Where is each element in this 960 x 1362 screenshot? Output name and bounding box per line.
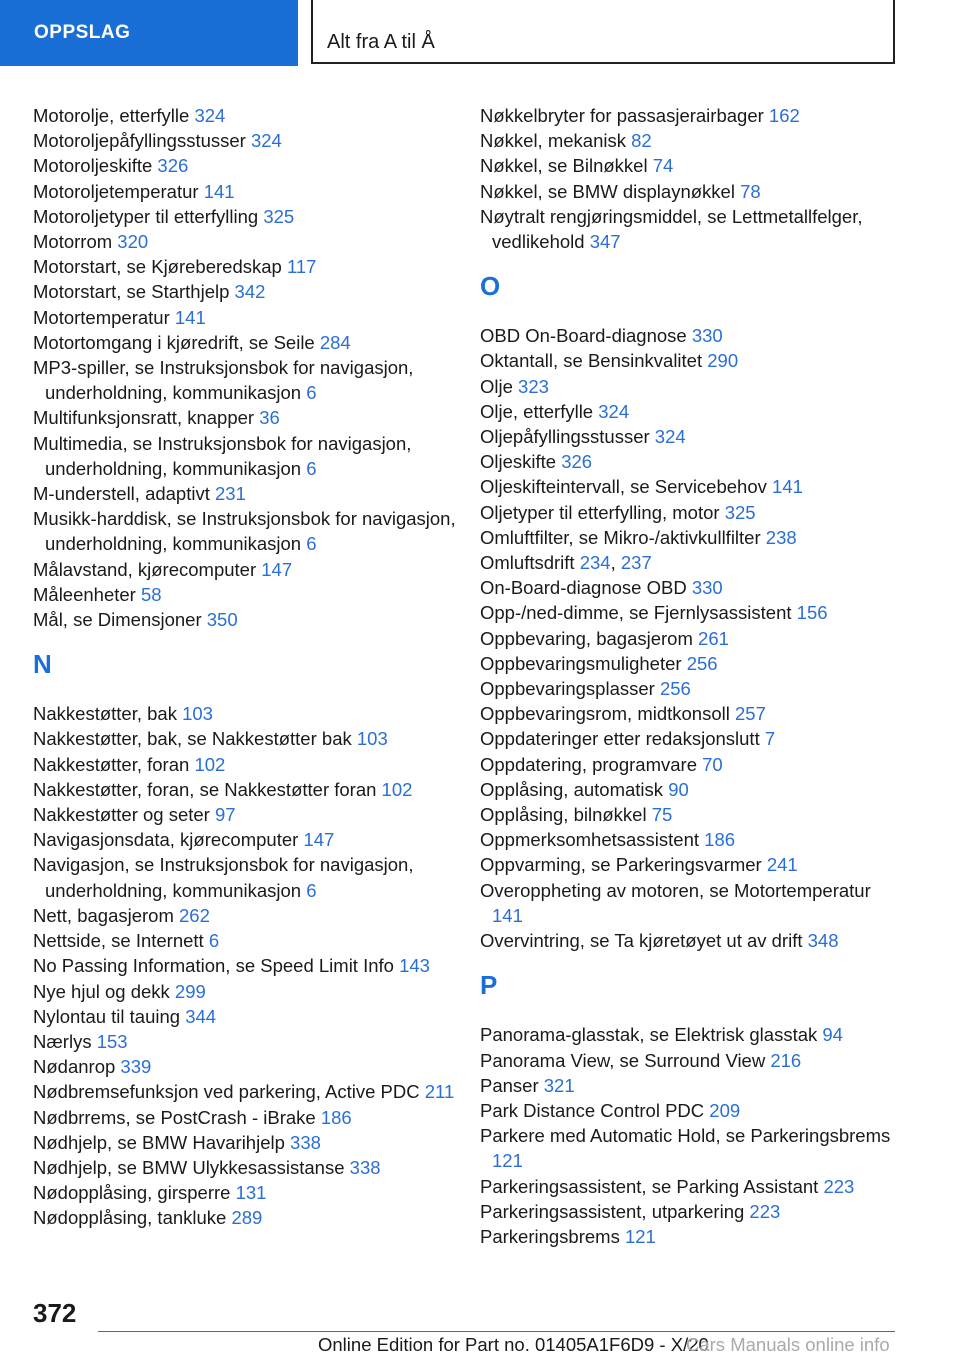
index-entry <box>33 1155 463 1180</box>
index-entry-text: Oppbevaringsplasser <box>480 678 660 700</box>
index-entry-text: Nettside, se Internett <box>33 930 209 952</box>
index-entry <box>480 1123 900 1173</box>
page-reference-link[interactable]: 261 <box>698 627 729 649</box>
index-column-left <box>33 103 463 1231</box>
index-entry-text: Nett, bagasjerom <box>33 904 180 926</box>
index-column-right <box>480 103 900 1249</box>
index-entry <box>33 179 463 204</box>
page-reference-link[interactable]: 97 <box>214 804 236 826</box>
index-entry-text: Nakkestøtter, bak, se Nakkestøtter bak <box>33 728 357 750</box>
page-reference-link[interactable]: 350 <box>206 609 238 631</box>
page-reference-link[interactable]: 338 <box>349 1156 381 1178</box>
index-entry <box>33 777 463 802</box>
index-entry-text: Multimedia, se Instruksjonsbok for navigasjon, underholdning, kommunikasjon <box>33 432 412 479</box>
page-reference-link[interactable]: 223 <box>749 1200 781 1222</box>
index-entry <box>33 979 463 1004</box>
index-entry <box>480 1048 900 1073</box>
index-entry-text: Oppdateringer etter redaksjonslutt <box>480 728 765 750</box>
page-reference-link[interactable]: 36 <box>259 407 280 429</box>
index-entry <box>480 449 900 474</box>
index-entry <box>33 229 463 254</box>
page-reference-link[interactable]: 256 <box>686 652 718 674</box>
index-entry-text: Nakkestøtter, foran, se Nakkestøtter foran <box>33 778 382 800</box>
index-entry <box>33 582 463 607</box>
index-entry-text: Nødopplåsing, girsperre <box>33 1182 236 1204</box>
page-reference-link[interactable]: 186 <box>704 829 736 851</box>
index-entry-text: Oppvarming, se Parkeringsvarmer <box>480 854 767 876</box>
index-entry <box>33 827 463 852</box>
page-reference-link[interactable]: 211 <box>424 1081 455 1103</box>
page-reference-link[interactable]: 74 <box>652 155 674 177</box>
index-entry <box>480 153 900 178</box>
index-entry-text: Panorama View, se Surround View <box>480 1049 771 1071</box>
page-reference-link[interactable]: 262 <box>179 904 210 926</box>
index-entry <box>480 777 900 802</box>
index-entry <box>480 827 900 852</box>
page-reference-link[interactable]: 344 <box>185 1005 217 1027</box>
index-entry <box>480 752 900 777</box>
page-reference-link[interactable]: 320 <box>117 231 149 253</box>
index-entry-text: Oljeskifte <box>480 451 562 473</box>
page-reference-link[interactable]: 121 <box>624 1225 656 1247</box>
index-entry-text: Måleenheter <box>33 583 141 605</box>
index-entry-text: Navigasjon, se Instruksjonsbok for navigasjon, underholdning, kommunikasjon <box>33 854 414 901</box>
index-entry-text: Nødopplåsing, tankluke <box>33 1207 232 1229</box>
index-entry <box>480 323 900 348</box>
index-entry <box>33 1205 463 1230</box>
index-entry <box>33 607 463 632</box>
index-entry-text: Navigasjonsdata, kjørecomputer <box>33 829 304 851</box>
index-entry <box>33 903 463 928</box>
page-reference-link[interactable]: 103 <box>182 703 213 725</box>
index-entry <box>480 852 900 877</box>
index-entry <box>480 424 900 449</box>
index-entry-text: Motorrom <box>33 231 118 253</box>
index-entry-text: Opp-/ned-dimme, se Fjernlysassistent <box>480 602 797 624</box>
index-entry-text: Mål, se Dimensjoner <box>33 609 207 631</box>
index-entry <box>480 128 900 153</box>
index-entry-text: Olje, etterfylle <box>480 400 599 422</box>
index-entry-text: Omluftfilter, se Mikro-/aktivkullfilter <box>480 526 766 548</box>
page-reference-link[interactable]: 209 <box>709 1099 741 1121</box>
page-reference-link[interactable]: 121 <box>492 1150 523 1172</box>
index-entry <box>480 878 900 928</box>
page-reference-link[interactable]: 330 <box>691 325 723 347</box>
page-reference-link[interactable]: 102 <box>194 753 226 775</box>
footer-watermark: Cars Manuals online info <box>686 1334 890 1355</box>
footer-rule <box>98 1331 895 1332</box>
index-entry-text: Nærlys <box>33 1030 97 1052</box>
index-entry-text: Nakkestøtter og seter <box>33 804 215 826</box>
index-entry-text: Parkeringsassistent, se Parking Assistant <box>480 1175 824 1197</box>
index-entry-text: Nødbrrems, se PostCrash - iBrake <box>33 1106 321 1128</box>
index-entry <box>33 752 463 777</box>
index-entry-text: Oppbevaring, bagasjerom <box>480 627 699 649</box>
index-entry-text: Motoroljepåfyllingsstusser <box>33 130 251 152</box>
index-entry-text: Opplåsing, bilnøkkel <box>480 804 652 826</box>
index-entry <box>33 128 463 153</box>
page-reference-link[interactable]: 78 <box>740 180 761 202</box>
index-entry-text: Oppmerksomhetsassistent <box>480 829 705 851</box>
index-entry-text: Oppdatering, programvare <box>480 753 703 775</box>
index-entry <box>33 330 463 355</box>
page-reference-link[interactable]: 324 <box>250 130 282 152</box>
page-reference-link[interactable]: 58 <box>140 583 162 605</box>
page-reference-link[interactable]: 82 <box>631 130 652 152</box>
index-entry-text: Målavstand, kjørecomputer <box>33 558 262 580</box>
page-reference-link[interactable]: 299 <box>174 980 206 1002</box>
index-entry-text: Overoppheting av motoren, se Motortemperatur <box>480 879 871 901</box>
index-entry <box>33 557 463 582</box>
index-entry <box>480 575 900 600</box>
index-entry <box>480 399 900 424</box>
index-entry <box>33 928 463 953</box>
index-entry <box>480 701 900 726</box>
page-reference-link[interactable]: 153 <box>96 1030 128 1052</box>
index-entry: Omluftsdrift 234, 237 <box>480 552 652 574</box>
index-entry-text: Nye hjul og dekk <box>33 980 175 1002</box>
page-reference-link[interactable]: 339 <box>120 1056 152 1078</box>
index-entry <box>33 254 463 279</box>
page-reference-link[interactable]: 256 <box>659 678 691 700</box>
page-reference-link[interactable]: 141 <box>772 476 803 498</box>
page-reference-link[interactable]: 6 <box>306 382 317 404</box>
index-entry-text: Omluftsdrift <box>480 552 580 574</box>
index-entry-text: Panser <box>480 1074 544 1096</box>
index-entry-text: Nøkkel, se BMW displaynøkkel <box>480 180 741 202</box>
index-entry-text: Olje <box>480 375 519 397</box>
index-entry <box>480 928 900 953</box>
index-letter-heading: O <box>480 271 501 302</box>
page-reference-link[interactable]: 325 <box>724 501 756 523</box>
page-reference-link[interactable]: 103 <box>356 728 388 750</box>
index-entry-text: OBD On-Board-diagnose <box>480 325 692 347</box>
page-reference-link[interactable]: 186 <box>320 1106 352 1128</box>
page-reference-link[interactable]: 324 <box>598 400 630 422</box>
page-reference-link[interactable]: 6 <box>306 457 317 479</box>
index-entry-text: Motorstart, se Kjøreberedskap <box>33 256 287 278</box>
index-entry-text: Panorama-glasstak, se Elektrisk glasstak <box>480 1024 823 1046</box>
page-reference-link[interactable]: 257 <box>735 703 766 725</box>
index-entry <box>480 474 900 499</box>
index-entry <box>480 1174 900 1199</box>
index-entry-text: Motoroljeskifte <box>33 155 158 177</box>
index-entry <box>33 506 463 556</box>
page-reference-link[interactable]: 223 <box>823 1175 855 1197</box>
page-reference-link[interactable]: 324 <box>654 426 686 448</box>
page-reference-link[interactable]: 231 <box>215 483 246 505</box>
index-entry-text: Nøytralt rengjøringsmiddel, se Lettmetallfelger, vedlikehold <box>480 205 863 253</box>
index-entry <box>33 431 463 481</box>
index-entry-text: Nylontau til tauing <box>33 1005 186 1027</box>
index-entry-text: Oppbevaringsrom, midtkonsoll <box>480 703 735 725</box>
index-entry <box>33 802 463 827</box>
page-reference-link[interactable]: 323 <box>518 375 549 397</box>
index-entry <box>480 1199 900 1224</box>
index-entry-text: Motortemperatur <box>33 306 175 328</box>
index-entry-text: Motoroljetemperatur <box>33 180 204 202</box>
page-reference-link[interactable]: 141 <box>492 904 523 926</box>
page-reference-link[interactable]: 284 <box>319 331 351 353</box>
page-reference-link[interactable]: 147 <box>303 829 335 851</box>
index-letter-heading: P <box>480 970 498 1001</box>
index-entry <box>33 405 463 430</box>
index-entry <box>480 1098 900 1123</box>
page-reference-link[interactable]: 90 <box>668 778 689 800</box>
index-entry <box>33 1130 463 1155</box>
index-entry-text: Parkeringsassistent, utparkering <box>480 1200 750 1222</box>
index-entry <box>480 1073 900 1098</box>
index-entry <box>480 204 900 254</box>
page-reference-link[interactable]: 156 <box>796 602 828 624</box>
page-reference-link[interactable]: 326 <box>157 155 189 177</box>
index-entry <box>480 1022 900 1047</box>
index-entry <box>480 500 900 525</box>
page-reference-link[interactable]: 102 <box>381 778 413 800</box>
footer-edition: Online Edition for Part no. 01405A1F6D9 - X/20 <box>318 1334 709 1355</box>
page-reference-link[interactable]: 143 <box>399 955 430 977</box>
index-entry <box>480 103 900 128</box>
page-reference-link[interactable]: 6 <box>306 533 317 555</box>
index-entry-text: Nøkkelbryter for passasjerairbager <box>480 105 769 126</box>
index-entry-text: Nødhjelp, se BMW Havarihjelp <box>33 1131 291 1153</box>
index-entry-text: Oktantall, se Bensinkvalitet <box>480 350 708 372</box>
index-entry <box>33 1180 463 1205</box>
index-entry-text: Nøkkel, mekanisk <box>480 130 632 152</box>
index-entry <box>33 204 463 229</box>
index-entry <box>480 726 900 751</box>
index-letter-heading: N <box>33 649 52 680</box>
page-reference-link[interactable]: 238 <box>765 526 797 548</box>
index-entry <box>33 103 463 128</box>
index-entry <box>480 525 900 550</box>
index-entry-text: Nødbremsefunksjon ved parkering, Active PDC <box>33 1081 425 1103</box>
index-entry <box>33 481 463 506</box>
index-entry <box>480 348 900 373</box>
index-entry-text: M-understell, adaptivt <box>33 483 216 505</box>
index-entry <box>33 279 463 304</box>
page-reference-link[interactable]: 237 <box>620 552 652 574</box>
index-entry <box>33 1004 463 1029</box>
index-entry-text: Parkere med Automatic Hold, se Parkeringsbrems <box>480 1125 891 1147</box>
index-entry <box>33 1029 463 1054</box>
index-entry <box>33 153 463 178</box>
page-reference-link[interactable]: 131 <box>235 1182 267 1204</box>
page-reference-link[interactable]: 321 <box>543 1074 575 1096</box>
page-reference-link[interactable]: 147 <box>261 558 293 580</box>
page-reference-link[interactable]: 290 <box>707 350 739 372</box>
index-entry-text: Nødanrop <box>33 1056 121 1078</box>
index-entry <box>480 179 900 204</box>
index-entry <box>33 1079 463 1104</box>
index-entry-text: Musikk-harddisk, se Instruksjonsbok for navigasjon, underholdning, kommunikasjon <box>33 508 456 555</box>
index-entry-text: MP3-spiller, se Instruksjonsbok for navigasjon, underholdning, kommunikasjon <box>33 357 414 404</box>
index-entry-text: Overvintring, se Ta kjøretøyet ut av drift <box>480 930 808 952</box>
index-entry-text: Oppbevaringsmuligheter <box>480 652 687 674</box>
page-reference-link[interactable]: 162 <box>768 105 800 126</box>
index-entry-text: Multifunksjonsratt, knapper <box>33 407 260 429</box>
page-reference-link[interactable]: 141 <box>174 306 206 328</box>
page-number: 372 <box>33 1298 77 1328</box>
page-reference-link[interactable]: 289 <box>231 1207 263 1229</box>
index-entry <box>33 852 463 902</box>
index-entry <box>33 305 463 330</box>
index-entry-text: Nakkestøtter, foran <box>33 753 195 775</box>
page-reference-link[interactable]: 6 <box>208 930 220 952</box>
page-reference-link[interactable]: 342 <box>234 281 266 303</box>
index-entry-text: Oljetyper til etterfylling, motor <box>480 501 725 523</box>
index-entry <box>480 676 900 701</box>
page-reference-link[interactable]: 75 <box>651 804 673 826</box>
page-reference-link[interactable]: 325 <box>263 205 295 227</box>
page-reference-link[interactable]: 330 <box>691 577 723 599</box>
index-entry-text: Park Distance Control PDC <box>480 1099 710 1121</box>
index-entry <box>33 1105 463 1130</box>
index-entry-text: Motorolje, etterfylle <box>33 105 195 126</box>
index-entry <box>33 1054 463 1079</box>
page-reference-link[interactable]: 141 <box>203 180 235 202</box>
index-entry <box>480 1224 900 1249</box>
header-title: Alt fra A til Å <box>311 0 895 64</box>
index-entry <box>33 355 463 405</box>
index-entry-text: On-Board-diagnose OBD <box>480 577 692 599</box>
index-entry <box>480 802 900 827</box>
index-entry-text: Oljepåfyllingsstusser <box>480 426 655 448</box>
index-entry <box>33 726 463 751</box>
index-entry-text: Motorstart, se Starthjelp <box>33 281 235 303</box>
index-entry <box>33 953 463 978</box>
index-entry-text: Nødhjelp, se BMW Ulykkesassistanse <box>33 1156 350 1178</box>
page-reference-link[interactable]: 324 <box>194 105 226 126</box>
index-entry <box>480 374 900 399</box>
page-reference-link[interactable]: 348 <box>807 930 839 952</box>
index-entry-text: Motoroljetyper til etterfylling <box>33 205 264 227</box>
index-entry-text: Opplåsing, automatisk <box>480 778 669 800</box>
page-reference-link[interactable]: 234 <box>579 552 611 574</box>
index-entry <box>480 651 900 676</box>
page-reference-link[interactable]: 216 <box>770 1049 802 1071</box>
page-header <box>0 0 960 66</box>
page-reference-link[interactable]: 7 <box>764 728 776 750</box>
index-entry-text: Parkeringsbrems <box>480 1225 625 1247</box>
index-entry-text: Nakkestøtter, bak <box>33 703 183 725</box>
section-tab: OPPSLAG <box>0 0 298 66</box>
page-reference-link[interactable]: 347 <box>589 231 621 253</box>
index-entry-text: No Passing Information, se Speed Limit Info <box>33 955 400 977</box>
index-entry-text: Oljeskifteintervall, se Servicebehov <box>480 476 773 498</box>
index-entry <box>33 701 463 726</box>
page-reference-link[interactable]: 94 <box>822 1024 843 1046</box>
index-entry-text: Nøkkel, se Bilnøkkel <box>480 155 653 177</box>
page-reference-link[interactable]: 338 <box>290 1131 321 1153</box>
index-entry <box>480 600 900 625</box>
index-entry <box>480 626 900 651</box>
page-reference-link[interactable]: 70 <box>702 753 723 775</box>
page-reference-link[interactable]: 326 <box>561 451 593 473</box>
page-reference-link[interactable]: 241 <box>766 854 798 876</box>
page-reference-link[interactable]: 6 <box>306 879 317 901</box>
page-reference-link[interactable]: 117 <box>286 256 317 278</box>
index-entry-text: Motortomgang i kjøredrift, se Seile <box>33 331 320 353</box>
